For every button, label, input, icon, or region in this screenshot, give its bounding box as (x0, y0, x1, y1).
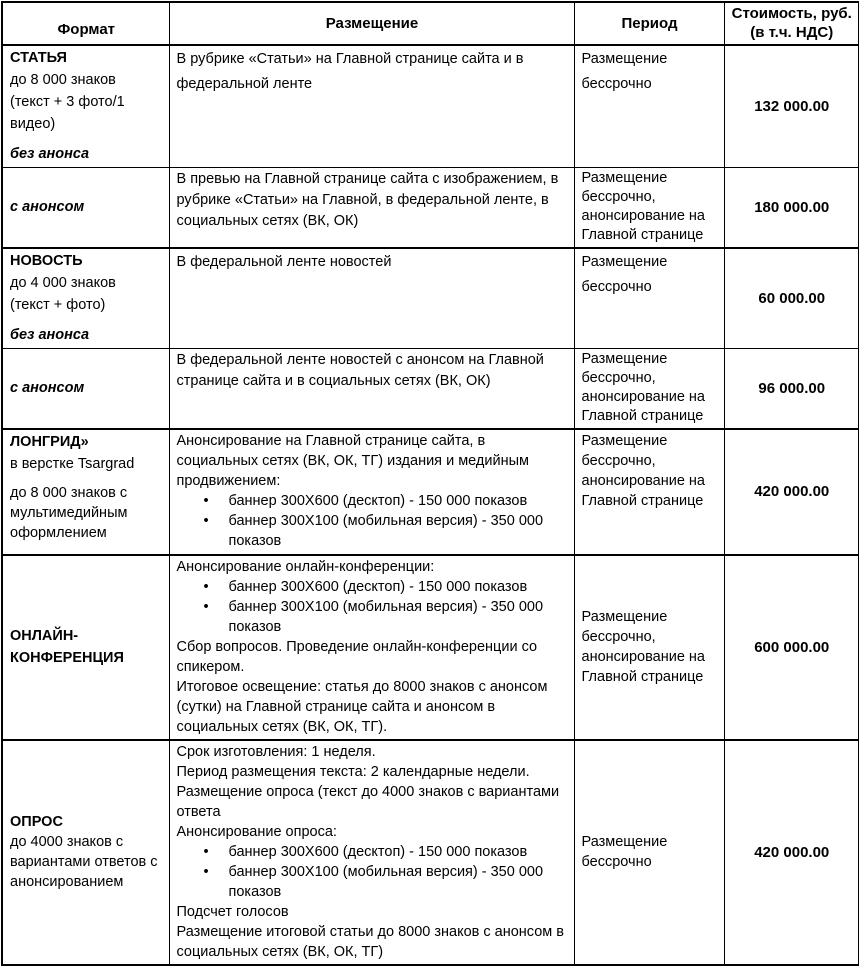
row-online-conference (2, 555, 859, 740)
period-text: Размещение бессрочно (581, 834, 668, 870)
price-cell (724, 168, 859, 249)
format-title: НОВОСТЬ (10, 253, 83, 269)
placement-bullet: • баннер 300Х600 (десктоп) - 150 000 показов (177, 491, 568, 511)
placement-text: В федеральной ленте новостей (176, 254, 392, 270)
format-detail: в верстке Tsargrad (10, 456, 135, 472)
row-news-no-announce (2, 248, 859, 349)
row-article-with-announce (2, 168, 859, 249)
placement-cell (169, 349, 574, 430)
placement-text: Период размещения текста: 2 календарные недели. (176, 764, 530, 780)
format-title: СТАТЬЯ (10, 50, 67, 66)
placement-text: Анонсирование онлайн-конференции: (176, 559, 435, 575)
placement-text: Размещение итоговой статьи до 8000 знаков с анонсом в социальных сетях (ВК, ОК, ТГ) (176, 924, 564, 960)
row-poll (2, 740, 859, 965)
placement-bullet: • баннер 300Х600 (десктоп) - 150 000 показов (177, 842, 568, 862)
format-note: без анонса (10, 327, 90, 343)
period-text: Размещение бессрочно, анонсирование на Главной странице (581, 170, 705, 243)
header-row (2, 2, 859, 45)
period-text: Размещение бессрочно (581, 254, 668, 295)
format-note: с анонсом (10, 199, 85, 215)
format-cell (2, 429, 169, 555)
format-cell (2, 168, 169, 249)
period-text: Размещение бессрочно, анонсирование на Главной странице (581, 433, 705, 509)
format-cell (2, 349, 169, 430)
placement-bullet: • баннер 300Х100 (мобильная версия) - 350 000 показов (177, 511, 568, 551)
placement-text: В превью на Главной странице сайта с изображением, в рубрике «Статьи» на Главной, в федеральной ленте, в социальных сетях (ВК, ОК) (176, 171, 559, 229)
format-cell (2, 740, 169, 965)
placement-text: Подсчет голосов (176, 904, 289, 920)
period-cell (574, 740, 724, 965)
price-value: 60 000.00 (758, 289, 826, 307)
format-title: ОНЛАЙН-КОНФЕРЕНЦИЯ (10, 628, 124, 666)
header-period: Период (574, 2, 724, 45)
format-detail: до 4 000 знаков (10, 275, 116, 291)
format-note: с анонсом (10, 380, 85, 396)
price-value: 420 000.00 (754, 483, 830, 500)
period-cell (574, 168, 724, 249)
price-value: 96 000.00 (758, 379, 826, 397)
placement-cell (169, 429, 574, 555)
format-cell (2, 248, 169, 349)
header-price-line2: (в т.ч. НДС) (750, 24, 834, 41)
price-cell (724, 45, 859, 168)
format-detail: до 4000 знаков с вариантами ответов с анонсированием (10, 834, 158, 890)
period-cell (574, 429, 724, 555)
period-cell (574, 555, 724, 740)
header-format: Формат (2, 2, 169, 45)
period-cell (574, 349, 724, 430)
placement-text: В рубрике «Статьи» на Главной странице сайта и в федеральной ленте (176, 51, 524, 92)
price-cell (724, 555, 859, 740)
placement-text: Размещение опроса (текст до 4000 знаков с вариантами ответа (176, 784, 560, 820)
row-article-no-announce (2, 45, 859, 168)
period-text: Размещение бессрочно, анонсирование на Главной странице (581, 351, 705, 424)
placement-cell (169, 740, 574, 965)
format-cell (2, 45, 169, 168)
price-cell (724, 349, 859, 430)
placement-text: В федеральной ленте новостей с анонсом на Главной странице сайта и в социальных сетях (ВК, ОК) (176, 352, 544, 389)
placement-text: Срок изготовления: 1 неделя. (176, 744, 376, 760)
format-cell (2, 555, 169, 740)
placement-bullet: • баннер 300Х600 (десктоп) - 150 000 показов (177, 577, 568, 597)
format-detail: до 8 000 знаков с мультимедийным оформлением (10, 485, 128, 541)
period-text: Размещение бессрочно (581, 51, 668, 92)
period-cell (574, 45, 724, 168)
header-placement: Размещение (169, 2, 574, 45)
price-cell (724, 429, 859, 555)
placement-bullet: • баннер 300Х100 (мобильная версия) - 350 000 показов (177, 597, 568, 637)
row-longread (2, 429, 859, 555)
format-detail: (текст + фото) (10, 297, 106, 313)
format-detail: до 8 000 знаков (10, 72, 116, 88)
placement-cell (169, 555, 574, 740)
price-value: 180 000.00 (754, 198, 830, 216)
price-cell (724, 248, 859, 349)
placement-text: Сбор вопросов. Проведение онлайн-конференции со спикером. (176, 639, 538, 675)
format-note: без анонса (10, 146, 90, 162)
spacer (10, 475, 163, 483)
format-title: ЛОНГРИД» (10, 434, 89, 450)
header-price-line1: Стоимость, руб. (731, 5, 852, 22)
placement-cell (169, 248, 574, 349)
placement-bullet: • баннер 300Х100 (мобильная версия) - 350 000 показов (177, 862, 568, 902)
price-value: 600 000.00 (754, 638, 830, 656)
format-title: ОПРОС (10, 814, 63, 830)
pricing-table (1, 1, 859, 966)
price-value: 132 000.00 (754, 97, 830, 115)
price-cell (724, 740, 859, 965)
row-news-with-announce (2, 349, 859, 430)
placement-text: Анонсирование опроса: (176, 824, 337, 840)
header-price (724, 2, 859, 45)
placement-text: Анонсирование на Главной странице сайта, в социальных сетях (ВК, ОК, ТГ) издания и медийным продвижением: (176, 433, 529, 489)
format-detail: (текст + 3 фото/1 видео) (10, 94, 125, 132)
placement-text: Итоговое освещение: статья до 8000 знаков с анонсом (сутки) на Главной странице сайта и анонсом в социальных сетях (ВК, ОК, ТГ). (176, 679, 548, 735)
period-cell (574, 248, 724, 349)
period-text: Размещение бессрочно, анонсирование на Главной странице (581, 609, 705, 685)
placement-cell (169, 168, 574, 249)
price-value: 420 000.00 (754, 843, 830, 861)
placement-cell (169, 45, 574, 168)
